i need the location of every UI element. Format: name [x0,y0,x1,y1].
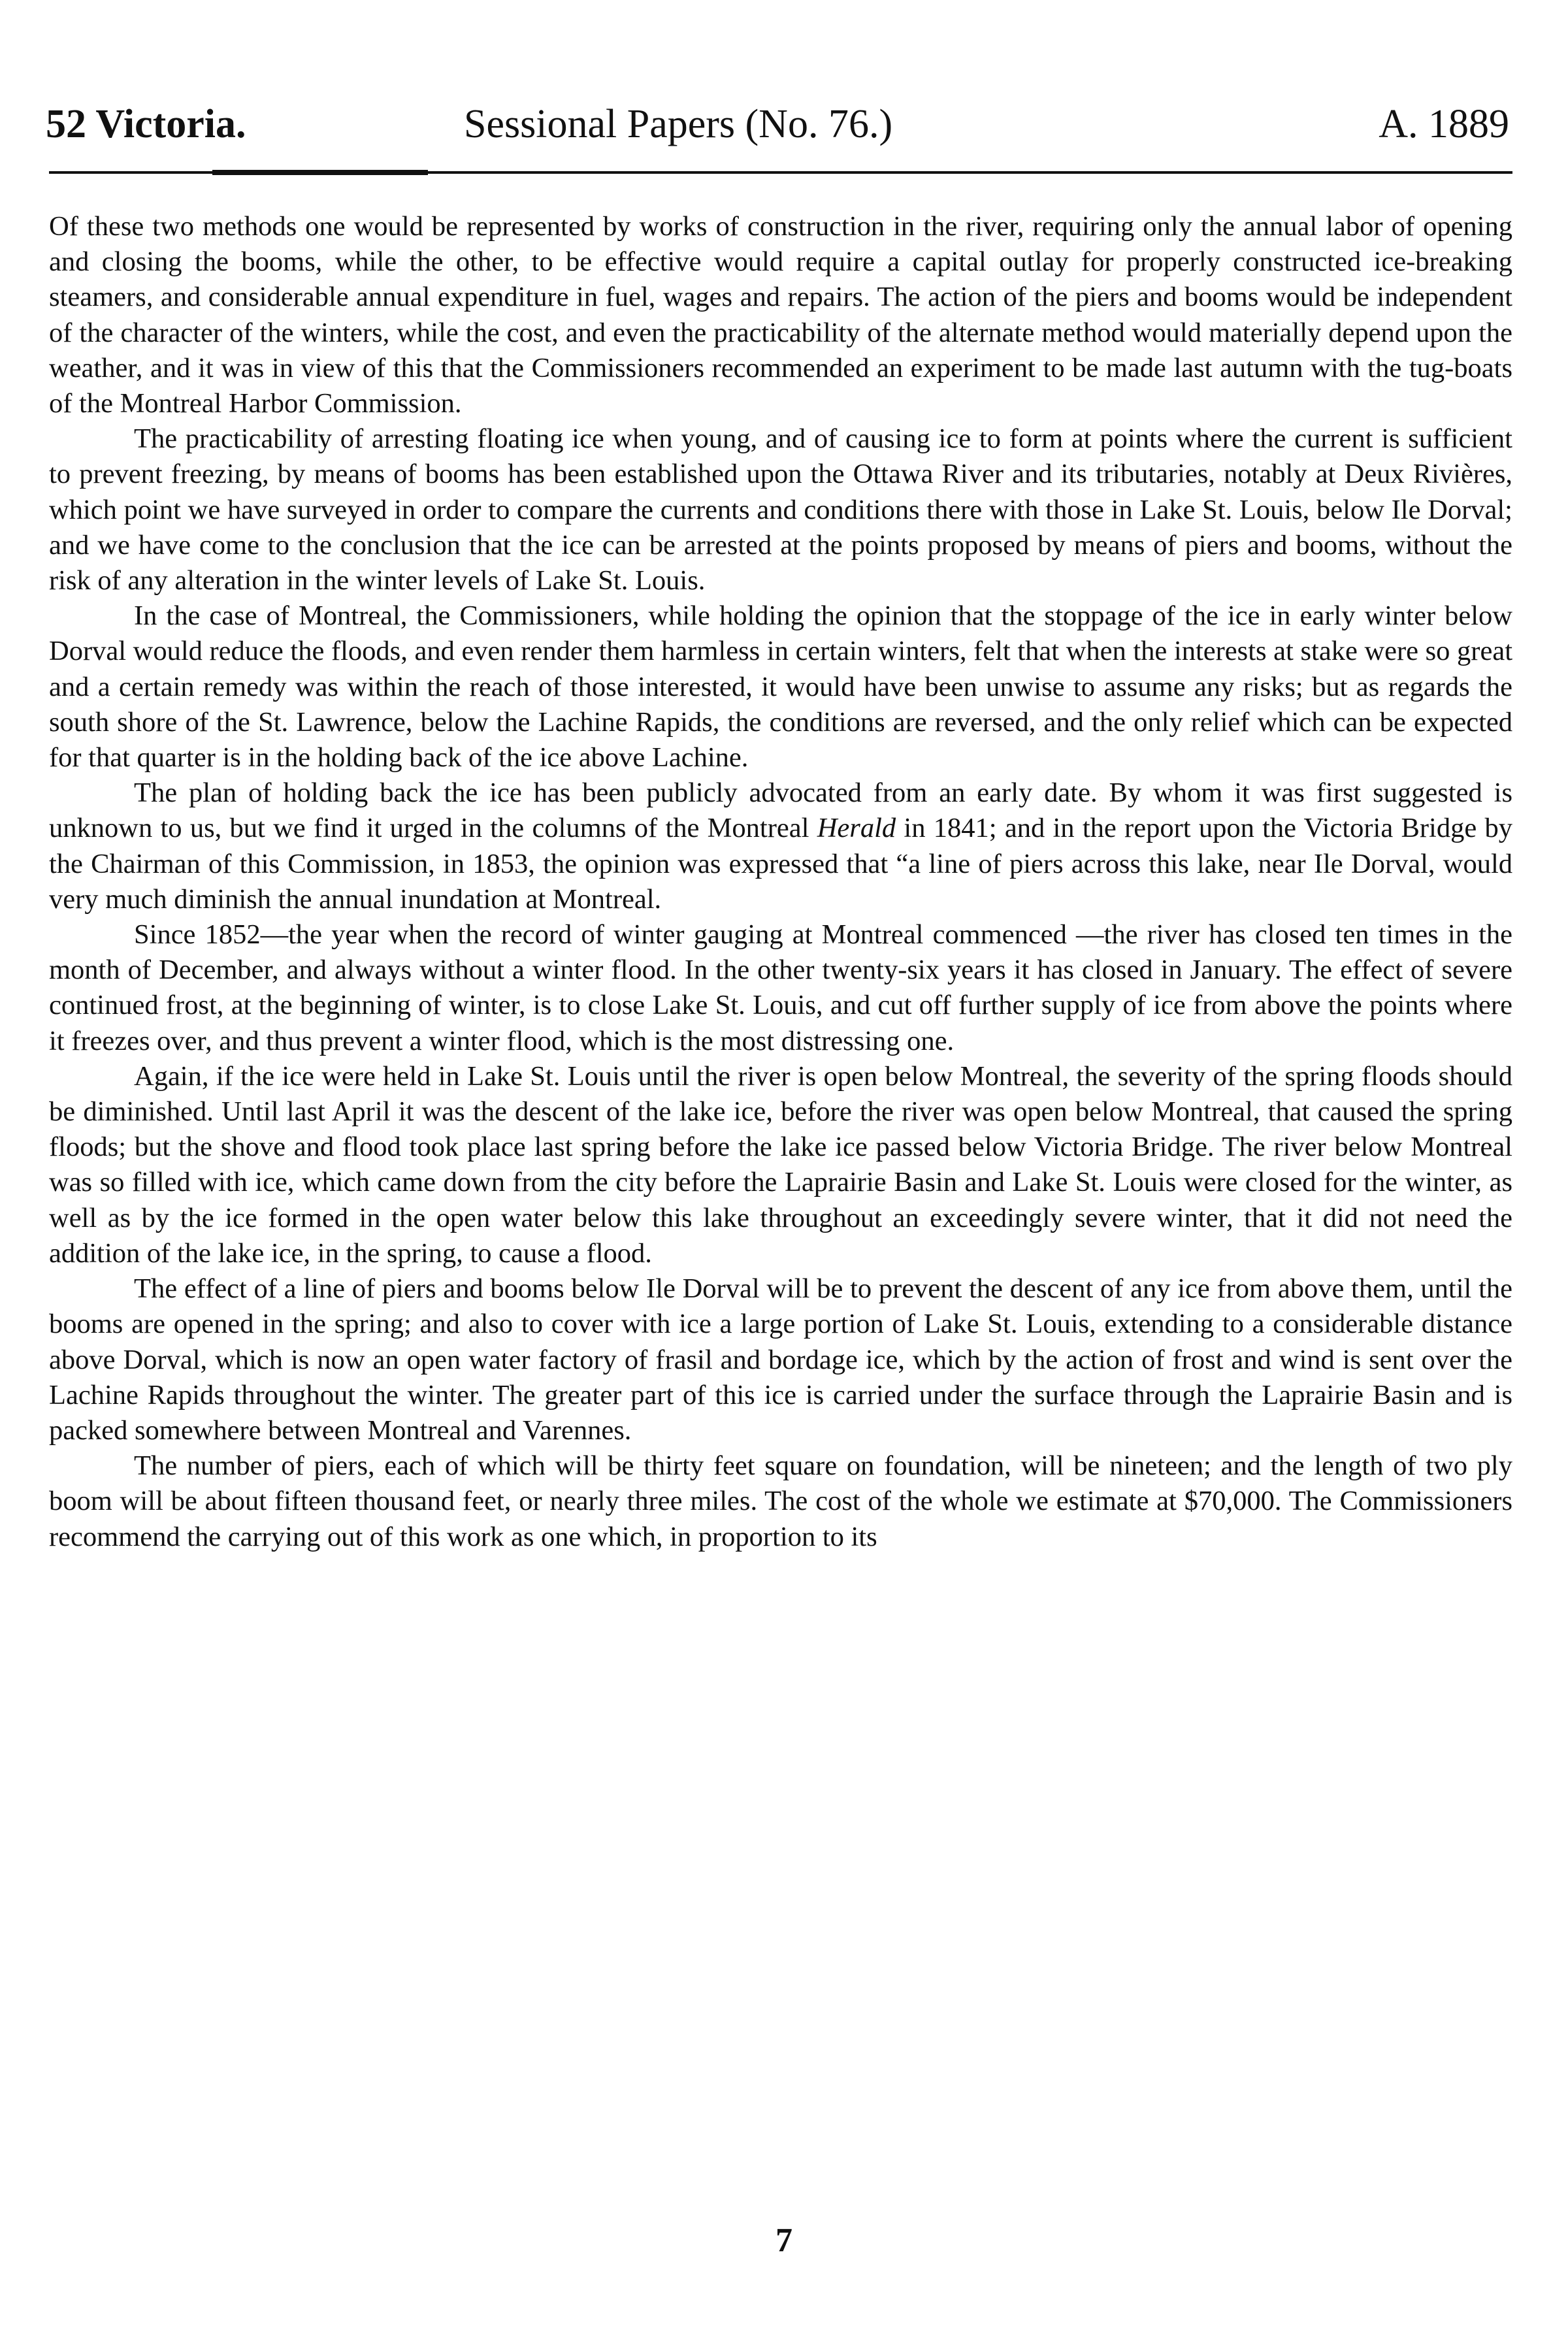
header-volume: 52 Victoria. [46,102,246,146]
body-text [49,209,1512,1555]
paragraph-1: Of these two methods one would be represented by works of construction in the river, requiring only the annual labor of opening and closing the booms, while the other, to be effective would require a capital outlay for properly constructed ice-breaking steamers, and considerable annual expenditure in fuel, wages and repairs. The action of the piers and booms would be independent of the character of the winters, while the cost, and even the practicability of the alternate method would materially depend upon the weather, and it was in view of this that the Commissioners recommended an experiment to be made last autumn with the tug-boats of the Montreal Harbor Commission. [49,211,1512,419]
paragraph-4-part-1: The plan of holding back the ice has been publicly advocated from an early date. By whom it was first suggested is unknown to us, but we find it urged in the columns of the Montreal [49,777,1512,844]
running-header [46,95,1509,154]
paragraph-5: Since 1852—the year when the record of winter gauging at Montreal commenced —the river has closed ten times in the month of December, and always without a winter flood. In the other twenty-six years it has closed in January. The effect of severe continued frost, at the beginning of winter, is to close Lake St. Louis, and cut off further supply of ice from above the points where it freezes over, and thus prevent a winter flood, which is the most distressing one. [49,919,1512,1056]
header-title: Sessional Papers (No. 76.) [464,102,893,146]
header-year: A. 1889 [1379,102,1509,146]
paragraph-8: The number of piers, each of which will be thirty feet square on foundation, will be nineteen; and the length of two ply boom will be about fifteen thousand feet, or nearly three miles. The cost of the whole we estimate at $70,000. The Commissioners recommend the carrying out of this work as one which, in proportion to its [49,1450,1512,1552]
newspaper-title: Herald [817,813,896,844]
paragraph-6: Again, if the ice were held in Lake St. Louis until the river is open below Montreal, the severity of the spring floods should be diminished. Until last April it was the descent of the lake ice, before the river was open below Montreal, that caused the spring floods; but the shove and flood took place last spring before the lake ice passed below Victoria Bridge. The river below Montreal was so filled with ice, which came down from the city before the Laprairie Basin and Lake St. Louis were closed for the winter, as well as by the ice formed in the open water below this lake throughout an exceedingly severe winter, that it did not need the addition of the lake ice, in the spring, to cause a flood. [49,1060,1512,1269]
paragraph-4 [49,775,1512,917]
header-rule [49,171,1512,174]
paragraph-3: In the case of Montreal, the Commissioners, while holding the opinion that the stoppage of the ice in early winter below Dorval would reduce the floods, and even render them harmless in certain winters, felt that when the interests at stake were so great and a certain remedy was within the reach of those interested, it would have been unwise to assume any risks; but as regards the south shore of the St. Lawrence, below the Lachine Rapids, the conditions are reversed, and the only relief which can be expected for that quarter is in the holding back of the ice above Lachine. [49,600,1512,774]
page-number: 7 [776,2222,792,2259]
paragraph-2: The practicability of arresting floating ice when young, and of causing ice to form at points where the current is sufficient to prevent freezing, by means of booms has been established upon the Ottawa River and its tributaries, notably at Deux Rivières, which point we have surveyed in order to compare the currents and conditions there with those in Lake St. Louis, below Ile Dorval; and we have come to the conclusion that the ice can be arrested at the points proposed by means of piers and booms, without the risk of any alteration in the winter levels of Lake St. Louis. [49,423,1512,596]
paragraph-7: The effect of a line of piers and booms below Ile Dorval will be to prevent the descent of any ice from above them, until the booms are opened in the spring; and also to cover with ice a large portion of Lake St. Louis, extending to a considerable distance above Dorval, which is now an open water factory of frasil and bordage ice, which by the action of frost and wind is sent over the Lachine Rapids throughout the winter. The greater part of this ice is carried under the surface through the Laprairie Basin and is packed somewhere between Montreal and Varennes. [49,1273,1512,1446]
paragraph-4-part-2: in 1841; and in the report upon the Victoria Bridge by the Chairman of this Commission, in 1853, the opinion was expressed that “a line of piers across this lake, near Ile Dorval, would very much diminish the annual inundation at Montreal. [49,813,1512,915]
